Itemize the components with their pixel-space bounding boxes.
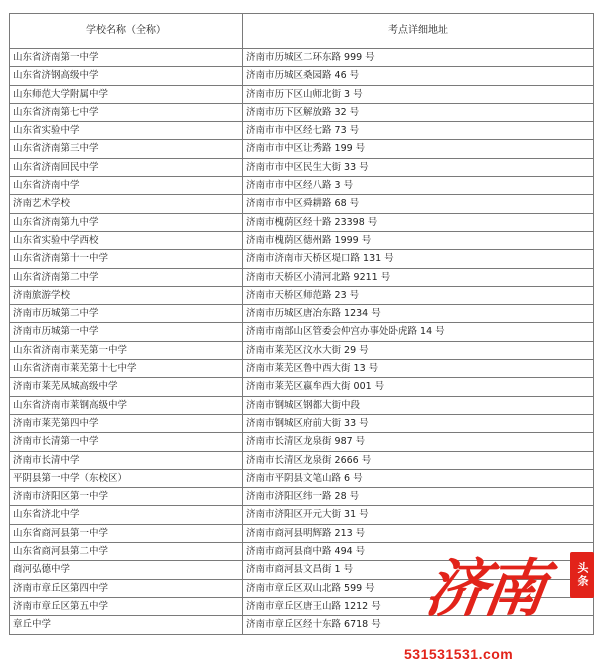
address-cell: 济南市莱芜区汶水大街 29 号: [243, 341, 594, 359]
table-row: [10, 469, 594, 487]
table-row: [10, 195, 594, 213]
school-name-cell: 山东师范大学附属中学: [10, 85, 243, 103]
school-name-cell: 山东省济南第十一中学: [10, 250, 243, 268]
address-cell: 济南市钢城区钢都大街中段: [243, 396, 594, 414]
school-name-cell: 济南市长清中学: [10, 451, 243, 469]
table-row: [10, 341, 594, 359]
table-row: [10, 360, 594, 378]
school-name-cell: 济南市莱芜凤城高级中学: [10, 378, 243, 396]
address-cell: 济南市莱芜区嬴牟西大街 001 号: [243, 378, 594, 396]
school-name-cell: 济南市莱芜第四中学: [10, 414, 243, 432]
school-name-cell: 济南市历城第一中学: [10, 323, 243, 341]
address-cell: 济南市平阴县文笔山路 6 号: [243, 469, 594, 487]
school-name-cell: 山东省济南市莱芜第十七中学: [10, 360, 243, 378]
address-cell: 济南市南部山区管委会仲宫办事处卧虎路 14 号: [243, 323, 594, 341]
table-row: [10, 213, 594, 231]
address-cell: 济南市历城区二环东路 999 号: [243, 49, 594, 67]
table-row: [10, 305, 594, 323]
table-row: [10, 488, 594, 506]
school-name-cell: 山东省商河县第一中学: [10, 524, 243, 542]
table-row: [10, 378, 594, 396]
school-name-cell: 济南旅游学校: [10, 286, 243, 304]
school-name-cell: 山东省济南第一中学: [10, 49, 243, 67]
address-cell: 济南市长清区龙泉街 987 号: [243, 433, 594, 451]
school-name-cell: 山东省济南回民中学: [10, 158, 243, 176]
address-cell: 济南市市中区舜耕路 68 号: [243, 195, 594, 213]
school-name-cell: 济南市章丘区第四中学: [10, 579, 243, 597]
table-row: [10, 177, 594, 195]
address-cell: 济南市槐荫区德州路 1999 号: [243, 231, 594, 249]
table-row: [10, 506, 594, 524]
address-cell: 济南市市中区经八路 3 号: [243, 177, 594, 195]
address-cell: 济南市天桥区小清河北路 9211 号: [243, 268, 594, 286]
watermark-badge: 头条: [570, 552, 594, 598]
address-cell: 济南市钢城区府前大街 33 号: [243, 414, 594, 432]
school-name-cell: 济南市历城第二中学: [10, 305, 243, 323]
address-cell: 济南市历下区山师北街 3 号: [243, 85, 594, 103]
table-row: [10, 268, 594, 286]
school-name-cell: 山东省济南市莱钢高级中学: [10, 396, 243, 414]
address-cell: 济南市历城区唐冶东路 1234 号: [243, 305, 594, 323]
watermark-url: 531531531.com: [404, 646, 514, 662]
address-cell: 济南市槐荫区经十路 23398 号: [243, 213, 594, 231]
school-name-cell: 山东省商河县第二中学: [10, 543, 243, 561]
school-name-cell: 章丘中学: [10, 616, 243, 634]
table-row: [10, 67, 594, 85]
school-name-cell: 平阴县第一中学（东校区）: [10, 469, 243, 487]
table-row: [10, 158, 594, 176]
table-row: [10, 524, 594, 542]
school-name-cell: 济南艺术学校: [10, 195, 243, 213]
school-name-cell: 济南市章丘区第五中学: [10, 597, 243, 615]
school-name-cell: 商河弘德中学: [10, 561, 243, 579]
table-row: [10, 49, 594, 67]
address-cell: 济南市市中区民生大街 33 号: [243, 158, 594, 176]
address-cell: 济南市天桥区师范路 23 号: [243, 286, 594, 304]
school-name-cell: 济南市长清第一中学: [10, 433, 243, 451]
school-name-cell: 山东省济南第二中学: [10, 268, 243, 286]
table-row: [10, 451, 594, 469]
table-row: [10, 140, 594, 158]
school-name-cell: 山东省济南第三中学: [10, 140, 243, 158]
school-name-cell: 济南市济阳区第一中学: [10, 488, 243, 506]
school-name-cell: 山东省济钢高级中学: [10, 67, 243, 85]
school-name-header: 学校名称（全称）: [10, 14, 243, 49]
address-cell: 济南市济南市天桥区堤口路 131 号: [243, 250, 594, 268]
exam-site-table: [9, 13, 594, 635]
table-row: [10, 122, 594, 140]
address-cell: 济南市历城区桑园路 46 号: [243, 67, 594, 85]
school-name-cell: 山东省实验中学西校: [10, 231, 243, 249]
address-header: 考点详细地址: [243, 14, 594, 49]
school-name-cell: 山东省济南中学: [10, 177, 243, 195]
table-row: [10, 231, 594, 249]
jinan-toutiao-watermark: [404, 546, 594, 662]
address-cell: 济南市章丘区唐王山路 1212 号: [243, 597, 594, 615]
school-name-cell: 山东省实验中学: [10, 122, 243, 140]
school-name-cell: 山东省济南第七中学: [10, 103, 243, 121]
address-cell: 济南市商河县商中路 494 号: [243, 543, 594, 561]
table-row: [10, 433, 594, 451]
school-name-cell: 山东省济南市莱芜第一中学: [10, 341, 243, 359]
exam-site-table-container: [9, 13, 593, 635]
table-row: [10, 250, 594, 268]
address-cell: 济南市历下区解放路 32 号: [243, 103, 594, 121]
address-cell: 济南市商河县文昌街 1 号: [243, 561, 594, 579]
address-cell: 济南市济阳区纬一路 28 号: [243, 488, 594, 506]
table-row: [10, 85, 594, 103]
table-row: [10, 414, 594, 432]
table-header-row: [10, 14, 594, 49]
address-cell: 济南市长清区龙泉街 2666 号: [243, 451, 594, 469]
address-cell: 济南市章丘区经十东路 6718 号: [243, 616, 594, 634]
watermark-logo: 济南: [420, 552, 548, 625]
address-cell: 济南市莱芜区鲁中西大街 13 号: [243, 360, 594, 378]
table-row: [10, 286, 594, 304]
school-name-cell: 山东省济南第九中学: [10, 213, 243, 231]
table-row: [10, 323, 594, 341]
address-cell: 济南市商河县明辉路 213 号: [243, 524, 594, 542]
table-row: [10, 396, 594, 414]
address-cell: 济南市市中区经七路 73 号: [243, 122, 594, 140]
table-row: [10, 103, 594, 121]
address-cell: 济南市济阳区开元大街 31 号: [243, 506, 594, 524]
address-cell: 济南市市中区让秀路 199 号: [243, 140, 594, 158]
address-cell: 济南市章丘区双山北路 599 号: [243, 579, 594, 597]
school-name-cell: 山东省济北中学: [10, 506, 243, 524]
